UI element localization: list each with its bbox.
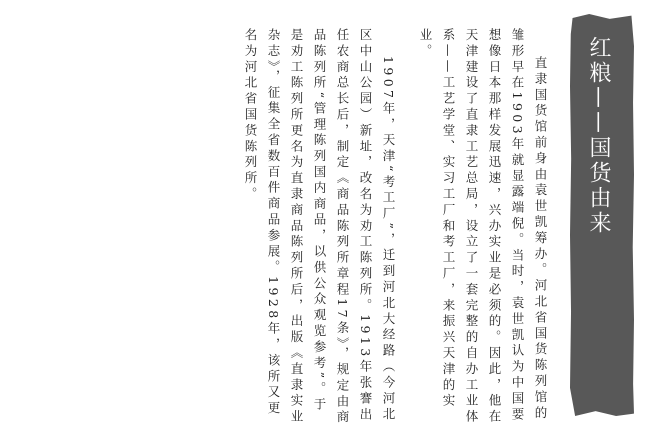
paragraph-1: 直隶国货馆前身由袁世凯筹办。河北省国货陈列馆的雏形早在1903年就显露端倪。当时，袁世凯认为中国要想像日本那样发展迅速，兴办实业是必须的。因此，他在天津建设了直隶工艺总局，设立了一套完整的自办工业体系——工艺学堂、实习工厂和考工厂，来振兴天津的实业。	[418, 28, 548, 426]
paragraph-2: 1907年，天津“考工厂”，迁到河北大经路（今河北区中山公园）新址，改名为劝工陈列所。1913年张謇出任农商总长后，制定《商品陈列所章程17条》，规定由商品陈列所“管理陈列国内商品，以供公众观览参考”。于是劝工陈列所更名为直隶商品陈列所后，出版《直隶实业杂志》，征集全省数百件商品参展。1928年，该所又更名为河北省国货陈列所。	[243, 28, 396, 427]
page-title: 红粮——国货由来	[586, 36, 611, 236]
article-body	[228, 28, 552, 428]
